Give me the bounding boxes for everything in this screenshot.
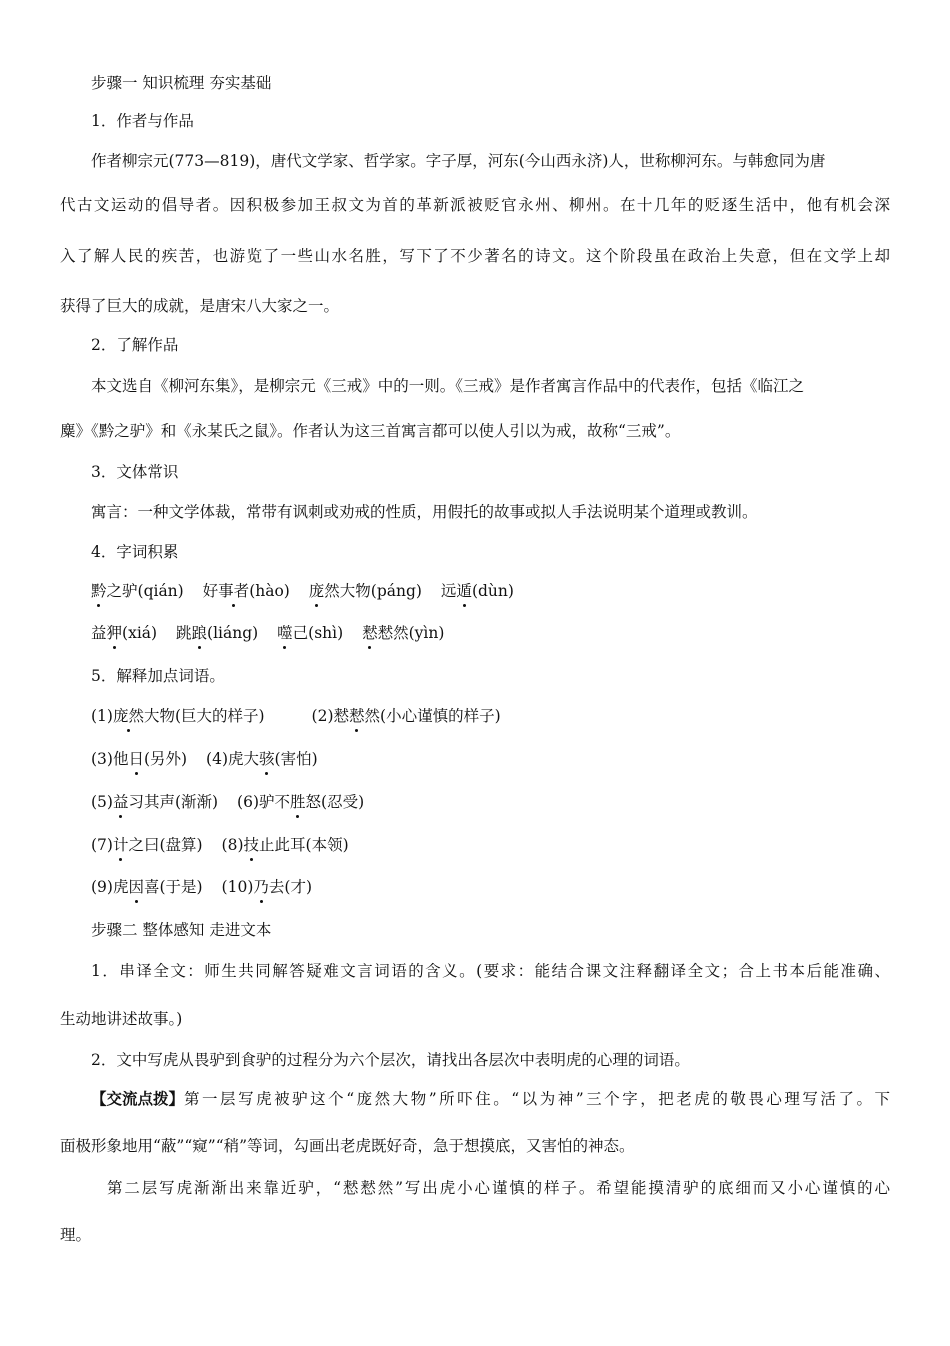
comm-label: 【交流点拨】 [91, 1089, 185, 1108]
section3-text: 寓言：一种文学体裁，常带有讽刺或劝戒的性质，用假托的故事或拟人手法说明某个道理或教训。 [91, 503, 758, 521]
explain-item: (5)益习其声(渐渐) [91, 793, 219, 811]
vocab-item: 益狎(xiá) [91, 624, 158, 642]
explain-row-1 [91, 705, 501, 727]
explain-row-5 [91, 876, 312, 898]
comm-line-2: 面极形象地用“蔽”“窥”“稍”等词，勾画出老虎既好奇，急于想摸底，又害怕的神态。 [60, 1137, 635, 1155]
section2-line-1: 本文选自《柳河东集》，是柳宗元《三戒》中的一则。《三戒》是作者寓言作品中的代表作，包括《临江之 [91, 377, 805, 395]
vocab-item: 庞然大物(páng) [308, 582, 422, 600]
section1-line-1: 作者柳宗元(773—819)，唐代文学家、哲学家。字子厚，河东(今山西永济)人，世称柳河东。与韩愈同为唐 [91, 152, 826, 170]
layer2-line-2: 理。 [60, 1226, 92, 1244]
section1-title: 1．作者与作品 [91, 112, 194, 130]
explain-item: (2)慭慭然(小心谨慎的样子) [311, 707, 501, 725]
section2-line-2: 麋》《黔之驴》和《永某氏之鼠》。作者认为这三首寓言都可以使人引以为戒，故称“三戒”。 [60, 422, 681, 440]
explain-row-4 [91, 834, 349, 856]
vocab-item: 远遁(dùn) [440, 582, 514, 600]
explain-item: (3)他日(另外) [91, 750, 188, 768]
section1-line-4: 获得了巨大的成就，是唐宋八大家之一。 [60, 297, 340, 315]
section5-title: 5．解释加点词语。 [91, 667, 225, 685]
step2-heading: 步骤二 整体感知 走进文本 [91, 921, 272, 939]
step1-heading: 步骤一 知识梳理 夯实基础 [91, 74, 272, 92]
step2-item1-line-2: 生动地讲述故事。) [60, 1010, 183, 1028]
explain-item: (4)虎大骇(害怕) [206, 750, 318, 768]
section4-title: 4．字词积累 [91, 543, 179, 561]
section1-line-3: 入了解人民的疾苦，也游览了一些山水名胜，写下了不少著名的诗文。这个阶段虽在政治上失意，但在文学上却 [60, 247, 890, 265]
section3-title: 3．文体常识 [91, 463, 179, 481]
explain-item: (6)驴不胜怒(忍受) [237, 793, 365, 811]
vocab-item: 好事者(hào) [202, 582, 290, 600]
vocab-item: 黔之驴(qián) [91, 582, 184, 600]
section1-line-2: 代古文运动的倡导者。因积极参加王叔文为首的革新派被贬官永州、柳州。在十几年的贬逐生活中，他有机会深 [60, 196, 890, 214]
vocab-row-2 [91, 622, 444, 644]
explain-item: (9)虎因喜(于是) [91, 878, 203, 896]
step2-item2: 2．文中写虎从畏驴到食驴的过程分为六个层次，请找出各层次中表明虎的心理的词语。 [91, 1051, 690, 1069]
vocab-item: 慭慭然(yìn) [362, 624, 445, 642]
explain-row-3 [91, 791, 364, 813]
explain-item: (7)计之曰(盘算) [91, 836, 203, 854]
step2-item1-line-1: 1．串译全文：师生共同解答疑难文言词语的含义。(要求：能结合课文注释翻译全文；合上书本后能准确、 [91, 962, 890, 980]
section2-title: 2．了解作品 [91, 336, 179, 354]
layer2-line-1: 第二层写虎渐渐出来靠近驴，“慭慭然”写出虎小心谨慎的样子。希望能摸清驴的底细而又小心谨慎的心 [107, 1179, 890, 1197]
vocab-row-1 [91, 580, 514, 602]
vocab-item: 噬己(shì) [277, 624, 344, 642]
explain-item: (10)乃去(才) [221, 878, 312, 896]
comm-line-1 [91, 1088, 890, 1110]
explain-item: (8)技止此耳(本领) [221, 836, 349, 854]
explain-row-2 [91, 748, 318, 770]
explain-item: (1)庞然大物(巨大的样子) [91, 707, 265, 725]
vocab-item: 跳踉(liáng) [176, 624, 259, 642]
comm-text-1: 第一层写虎被驴这个“庞然大物”所吓住。“以为神”三个字，把老虎的敬畏心理写活了。下 [184, 1090, 890, 1108]
